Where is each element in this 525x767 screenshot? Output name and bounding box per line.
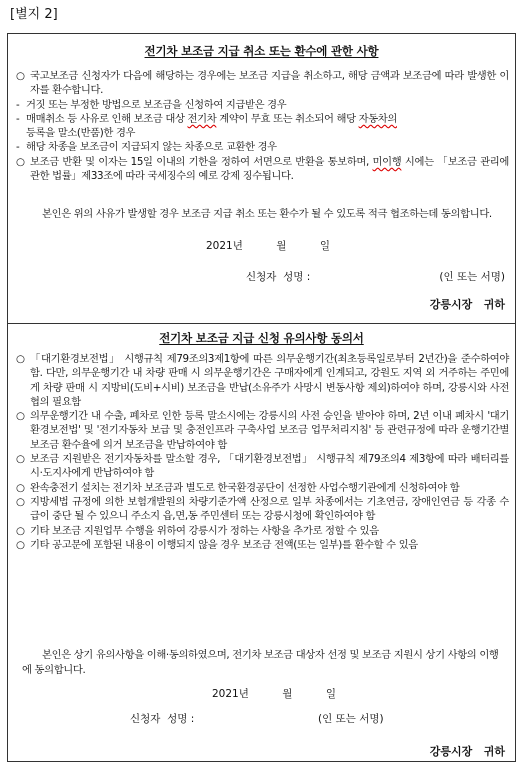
- section1-year: 2021년: [206, 240, 243, 252]
- bullet-icon: ○: [16, 70, 25, 82]
- section1-sub-2-text-c: 계약이 무효 또는 취소되어 해당: [216, 112, 359, 125]
- section1-sub-1: [16, 98, 509, 112]
- section2-day: 일: [325, 688, 336, 700]
- section2-year: 2021년: [212, 688, 249, 700]
- section1-title-wrap: [8, 43, 515, 59]
- section2-item-2: [16, 409, 509, 452]
- section1-sub-2-text-b: 전기차: [187, 112, 217, 125]
- bullet-icon: ○: [16, 155, 25, 168]
- section1-sub-2-text-a: 매매취소 등 사유로 인해 보조금 대상: [26, 112, 188, 125]
- section2-item-7: [16, 538, 509, 552]
- section2-title: 전기차 보조금 지급 신청 유의사항 동의서: [159, 331, 364, 345]
- dash-icon: -: [16, 141, 20, 154]
- section1-month: 월: [276, 240, 287, 252]
- bullet-icon: ○: [16, 495, 25, 508]
- bullet-icon: ○: [16, 538, 25, 551]
- section2-item-3-text: 보조금 지원받은 전기자동차를 말소할 경우, 「대기환경보전법」 시행규칙 제79조의4 제3항에 따라 배터리를 시·도지사에게 반납하여야 함: [30, 453, 509, 480]
- section1-sub-2: [16, 112, 509, 141]
- form-label: [별지 2]: [10, 7, 58, 22]
- section2-sign-field[interactable]: (인 또는 서명): [318, 713, 384, 725]
- section2-item-4-text: 완속충전기 설치는 전기차 보조금과 별도로 한국환경공단이 선정한 사업수행기관에게 신청하여야 함: [30, 481, 460, 494]
- section1-items: [16, 69, 509, 183]
- section1-office: 강릉시장 귀하: [429, 298, 505, 311]
- section2-item-1-text: 「대기환경보전법」 시행규칙 제79조의3제1항에 따른 의무운행기간(최초등록일로부터 2년간)을 준수하여야 함. 다만, 의무운행기간 내 차량 판매 시 의무운행기간은 구매자에게 인계되고, 강원도 지역 외 거주하는 주민에게 차량 판매 시 지방비(도비+시비) 보조금을 반납(소유주가 사망시 변동사항 제외)하여야 하며, 강릉시와 사전 협의 필요함: [30, 353, 509, 408]
- bullet-icon: ○: [16, 410, 25, 423]
- section2-item-5-text: 지방세법 규정에 의한 보험개발원의 차량기준가액 산정으로 일부 차종에서는 기초연금, 장애인연금 등 각종 수급이 중단 될 수 있으니 주소지 읍,면,동 주민센터 또는 강릉시청에 확인하여야 함: [30, 495, 509, 523]
- section1-item-2-text-a: 보조금 반환 및 이자는 15일 이내의 기한을 정하여 서면으로 반환을 통보하며,: [30, 155, 373, 168]
- section1-sub-3-text: 해당 차종을 보조금이 지급되지 않는 차종으로 교환한 경우: [26, 141, 277, 154]
- section1-sub-1-text: 거짓 또는 부정한 방법으로 보조금을 신청하여 지급받은 경우: [26, 98, 287, 111]
- section1-sub-2-text-e: 등록을 말소(반품)한 경우: [26, 127, 136, 140]
- bullet-icon: ○: [16, 481, 25, 494]
- section1-applicant-label: 신청자 성명 :: [246, 271, 311, 283]
- section1-item-1: [16, 69, 509, 98]
- section1-item-2-text-c: 시에는 「보조금 관리에 관한 법률」제33조에 따라 국세징수의 예로 강제 징수됩니다.: [30, 155, 509, 183]
- section2-item-6: [16, 524, 509, 538]
- section1-item-2-text-b: 미이행: [372, 155, 402, 168]
- dash-icon: -: [16, 98, 20, 111]
- section2-item-4: [16, 481, 509, 495]
- section1-item-1-text: 국고보조금 신청자가 다음에 해당하는 경우에는 보조금 지급을 취소하고, 해당 금액과 보조금에 따라 발생한 이자를 환수합니다.: [30, 70, 509, 97]
- bullet-icon: ○: [16, 524, 25, 537]
- section2-item-5: [16, 495, 509, 524]
- section2-item-3: [16, 452, 509, 481]
- dash-icon: -: [16, 112, 20, 125]
- section2-date: [212, 686, 336, 701]
- section2-applicant-label: 신청자 성명 :: [130, 713, 195, 725]
- section2-office: 강릉시장 귀하: [429, 745, 505, 758]
- section1-sub-2-text-d: 자동차의: [358, 112, 397, 125]
- bullet-icon: ○: [16, 453, 25, 466]
- section2-month: 월: [282, 688, 293, 700]
- bullet-icon: ○: [16, 353, 25, 365]
- section1-title: 전기차 보조금 지급 취소 또는 환수에 관한 사항: [144, 44, 379, 58]
- section2-item-6-text: 기타 보조금 지원업무 수행을 위하여 강릉시가 정하는 사항을 추가로 정할 수 있음: [30, 524, 379, 537]
- section1-agreement: 본인은 위의 사유가 발생할 경우 보조금 지급 취소 또는 환수가 될 수 있도록 적극 협조하는데 동의합니다.: [42, 208, 492, 220]
- section1-item-2: [16, 155, 509, 184]
- section2-item-7-text: 기타 공고문에 포함된 내용이 이행되지 않을 경우 보조금 전액(또는 일부)를 환수할 수 있음: [30, 538, 418, 551]
- section2-item-2-text: 의무운행기간 내 수출, 폐차로 인한 등록 말소시에는 강릉시의 사전 승인을 받아야 하며, 2년 이내 폐차시 '대기환경보전법' 및 '전기자동차 보급 및 충전인프라 구축사업 보조금 업무처리지침' 등 관련규정에 따라 운행기간별 보조금 환수율에 의거 보조금을 반납하여야 함: [30, 410, 509, 451]
- section1-sub-3: [16, 140, 509, 154]
- section1-day: 일: [319, 240, 330, 252]
- section2-agreement: 본인은 상기 유의사항을 이해·동의하였으며, 전기차 보조금 대상자 선정 및 보조금 지원시 상기 사항의 이행에 동의합니다.: [22, 649, 499, 676]
- section2-item-1: [16, 352, 509, 409]
- section1-sign-field[interactable]: (인 또는 서명): [439, 271, 505, 283]
- section2-title-wrap: [8, 330, 515, 346]
- section2-items: [16, 352, 509, 552]
- section-divider: [8, 323, 515, 324]
- section1-date: [206, 238, 330, 253]
- form-body: [7, 33, 516, 762]
